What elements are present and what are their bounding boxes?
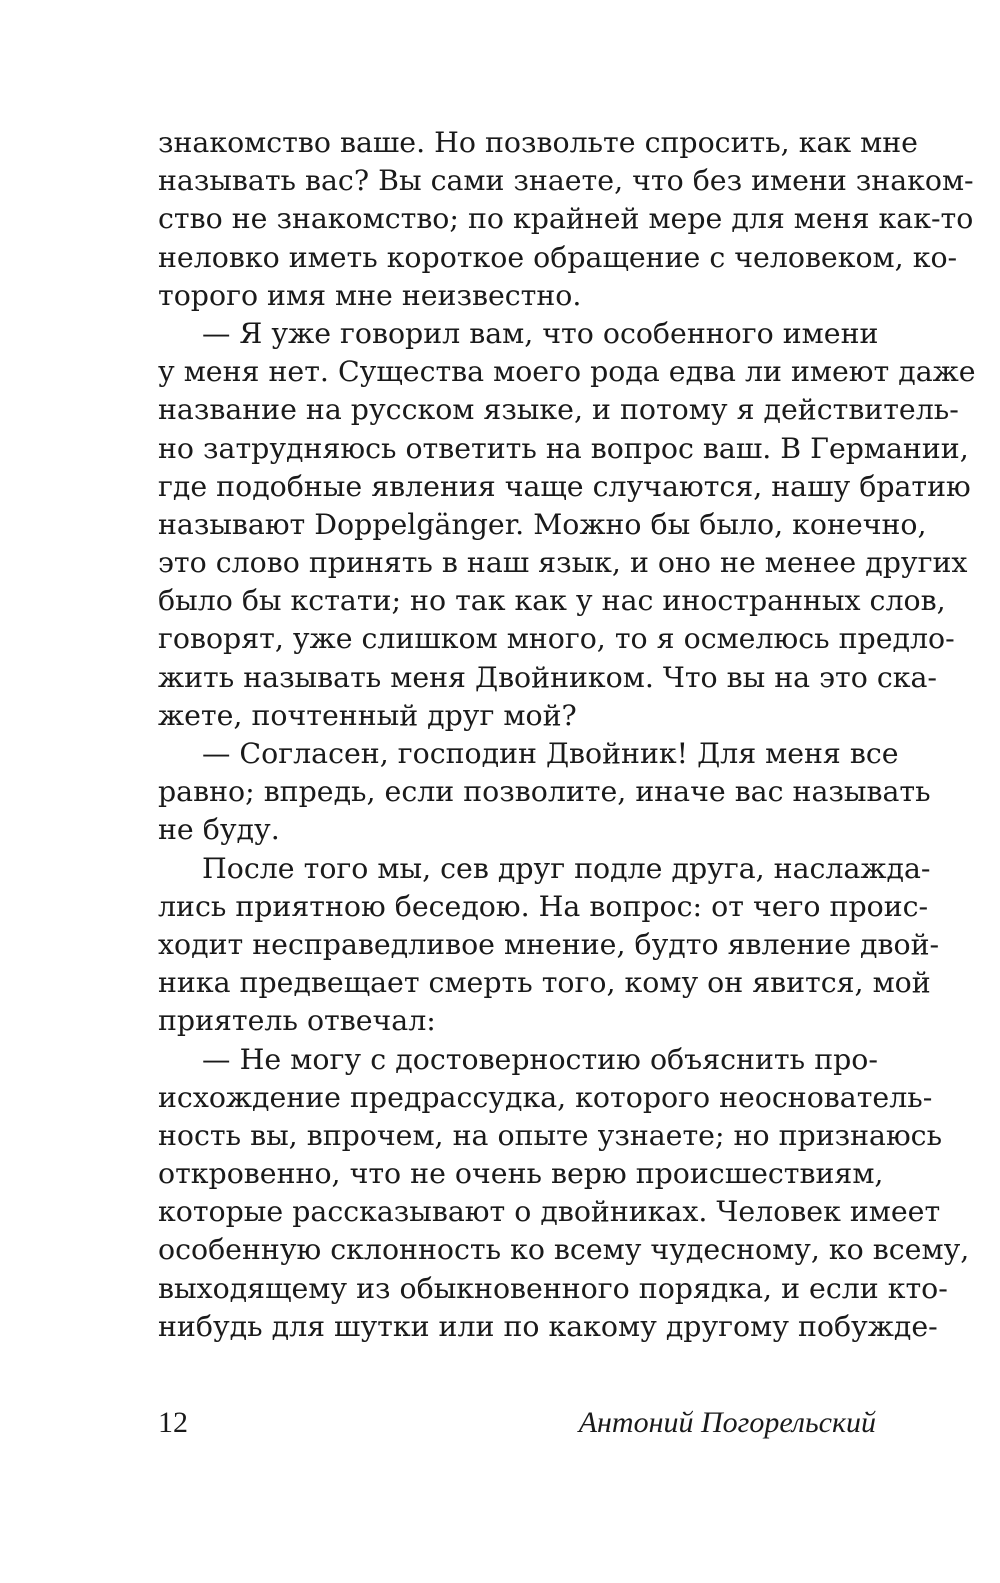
text-line: ника предвещает смерть того, кому он явится, мой bbox=[158, 966, 931, 1000]
text-line: ность вы, впрочем, на опыте узнаете; но признаюсь bbox=[158, 1118, 943, 1152]
text-line: особенную склонность ко всему чудесному, ко всему, bbox=[158, 1233, 970, 1267]
page-number: 12 bbox=[158, 1406, 188, 1439]
text-line: жете, почтенный друг мой? bbox=[158, 698, 577, 732]
running-author: Антоний Погорельский bbox=[578, 1406, 876, 1439]
text-line: но затрудняюсь ответить на вопрос ваш. В Германии, bbox=[158, 431, 969, 465]
text-line: говорят, уже слишком много, то я осмелюсь предло- bbox=[158, 622, 955, 656]
text-line: ходит несправедливое мнение, будто явление двой- bbox=[158, 927, 940, 961]
text-line: равно; впредь, если позволите, иначе вас называть bbox=[158, 775, 931, 809]
text-line: у меня нет. Существа моего рода едва ли имеют даже bbox=[158, 355, 976, 389]
text-line: приятель отвечал: bbox=[158, 1004, 436, 1038]
text-line: неловко иметь короткое обращение с человеком, ко- bbox=[158, 240, 958, 274]
text-line: знакомство ваше. Но позвольте спросить, как мне bbox=[158, 126, 918, 159]
text-line: было бы кстати; но так как у нас иностранных слов, bbox=[158, 584, 946, 618]
page-footer bbox=[158, 1403, 876, 1443]
text-line: исхождение предрассудка, которого неоснователь- bbox=[158, 1080, 933, 1114]
text-line: откровенно, что не очень верю происшествиям, bbox=[158, 1157, 884, 1191]
text-line: название на русском языке, и потому я действитель- bbox=[158, 393, 959, 427]
text-line: нибудь для шутки или по какому другому побужде- bbox=[158, 1309, 938, 1343]
text-line: жить называть меня Двойником. Что вы на это ска- bbox=[158, 660, 938, 694]
text-line: лись приятною беседою. На вопрос: от чего проис- bbox=[158, 889, 929, 923]
body-text bbox=[158, 124, 976, 1346]
text-line: это слово принять в наш язык, и оно не менее других bbox=[158, 546, 968, 580]
text-line: — Не могу с достоверностию объяснить про- bbox=[202, 1042, 878, 1076]
text-line: не буду. bbox=[158, 813, 280, 847]
text-line: ство не знакомство; по крайней мере для меня как-то bbox=[158, 202, 974, 236]
text-line: называть вас? Вы сами знаете, что без имени знаком- bbox=[158, 164, 974, 198]
text-line: выходящему из обыкновенного порядка, и если кто- bbox=[158, 1271, 948, 1305]
text-line: После того мы, сев друг подле друга, наслажда- bbox=[202, 851, 931, 885]
text-line: которые рассказывают о двойниках. Человек имеет bbox=[158, 1195, 941, 1229]
text-line: — Я уже говорил вам, что особенного имени bbox=[202, 316, 879, 350]
text-line: называют Doppelgänger. Можно бы было, конечно, bbox=[158, 507, 927, 541]
text-line: где подобные явления чаще случаются, нашу братию bbox=[158, 469, 971, 503]
text-line: торого имя мне неизвестно. bbox=[158, 278, 582, 312]
text-line: — Согласен, господин Двойник! Для меня все bbox=[202, 737, 899, 770]
